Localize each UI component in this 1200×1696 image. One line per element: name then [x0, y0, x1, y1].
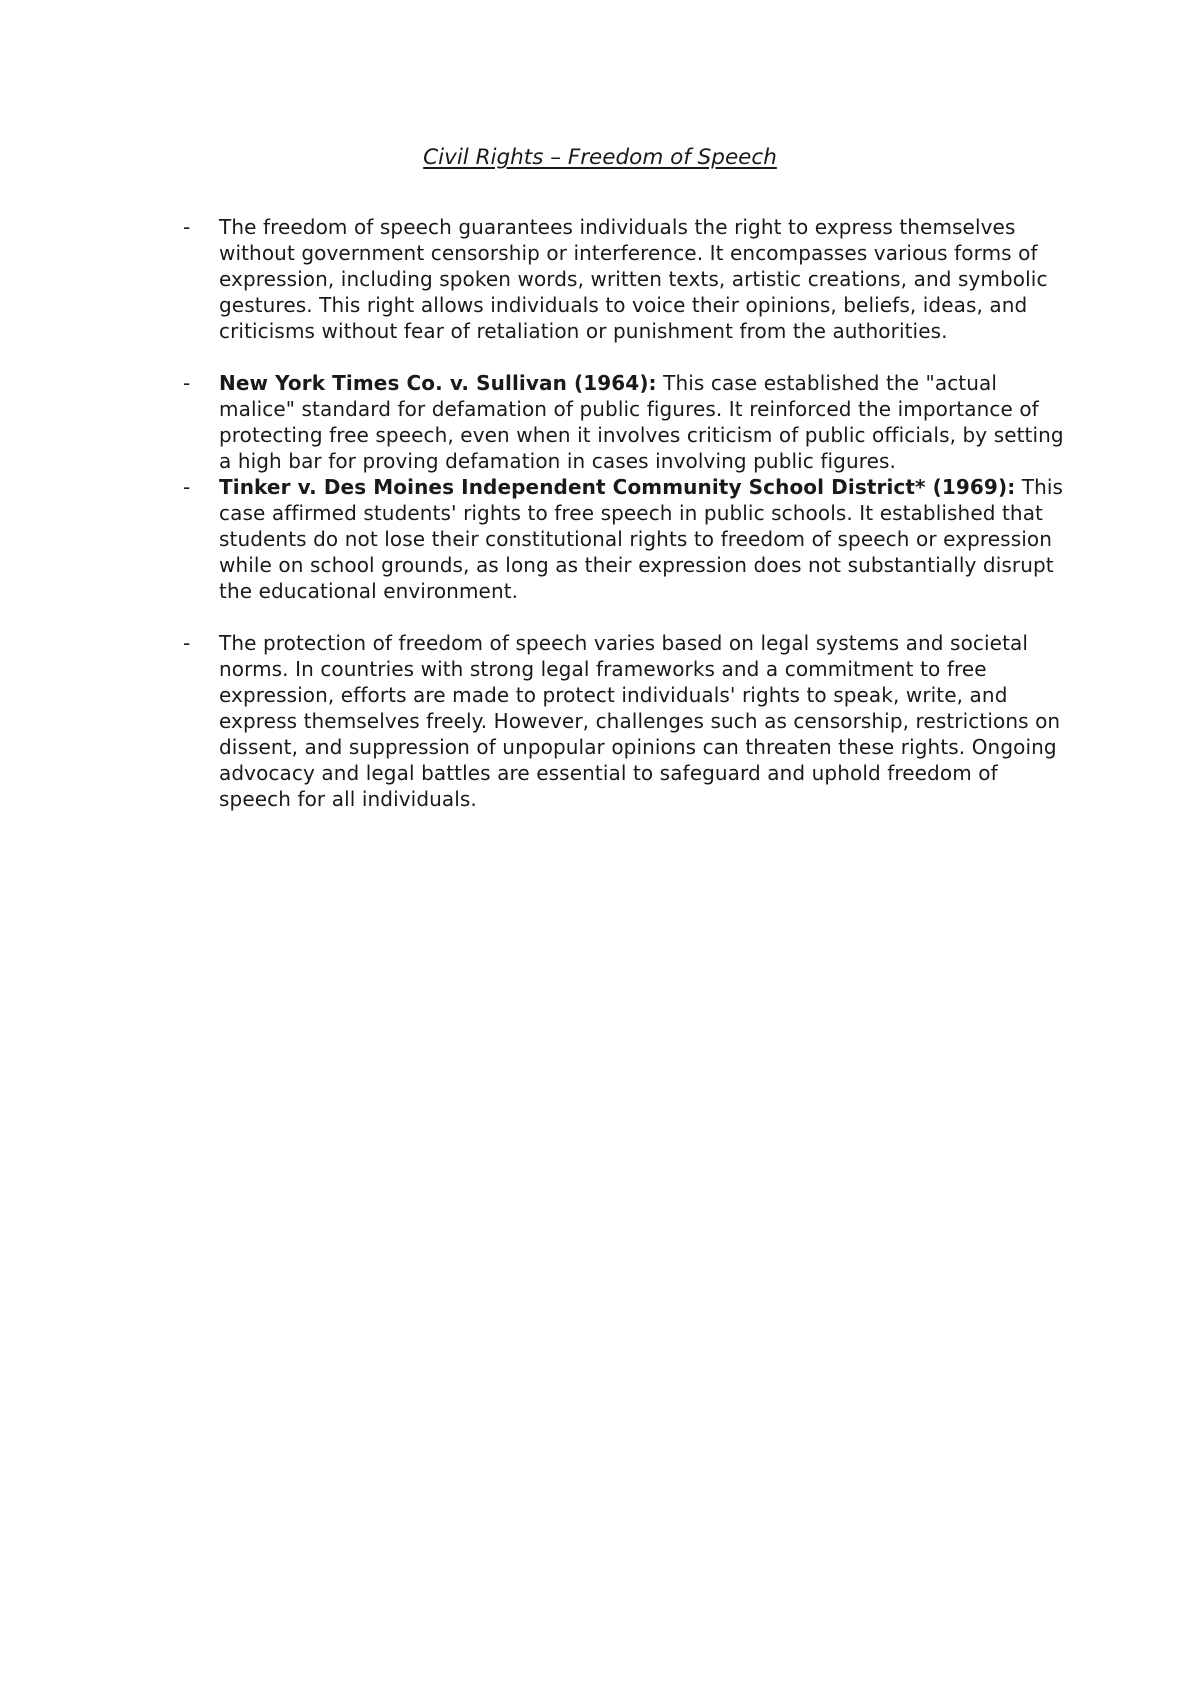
- bullet-text: This case established the "actual malice" standard for defamation of public figures. It reinforced the importance of protecting free speech, even when it involves criticism of public officials, by setting a high bar for proving defamation in cases involving public figures.: [219, 371, 1064, 473]
- bullet-dash: -: [183, 215, 191, 239]
- bullet-dash: -: [183, 475, 191, 499]
- bullet-text: The freedom of speech guarantees individuals the right to express themselves without government censorship or interference. It encompasses various forms of expression, including spoken words, written texts, artistic creations, and symbolic gestures. This right allows individuals to voice their opinions, beliefs, ideas, and criticisms without fear of retaliation or punishment from the authorities.: [219, 215, 1048, 343]
- bullet-dash: -: [183, 371, 191, 395]
- bullet-item-tinker-v-des-moines: [0, 474, 1064, 604]
- bullet-dash: -: [183, 631, 191, 655]
- bullet-item-protection-varies: [0, 630, 1064, 812]
- bullet-list: [0, 214, 1200, 812]
- bullet-item-nyt-v-sullivan: [0, 370, 1064, 474]
- document-title: Civil Rights – Freedom of Speech: [423, 145, 777, 170]
- bullet-item-freedom-definition: [0, 214, 1064, 344]
- case-name: New York Times Co. v. Sullivan (1964):: [219, 371, 657, 395]
- bullet-text: This case affirmed students' rights to free speech in public schools. It established that students do not lose their constitutional rights to freedom of speech or expression while on school grounds, as long as their expression does not substantially disrupt the educational environment.: [219, 475, 1064, 603]
- bullet-text: The protection of freedom of speech varies based on legal systems and societal norms. In countries with strong legal frameworks and a commitment to free expression, efforts are made to protect individuals' rights to speak, write, and express themselves freely. However, challenges such as censorship, restrictions on dissent, and suppression of unpopular opinions can threaten these rights. Ongoing advocacy and legal battles are essential to safeguard and uphold freedom of speech for all individuals.: [219, 631, 1061, 811]
- case-name: Tinker v. Des Moines Independent Community School District* (1969):: [219, 475, 1016, 499]
